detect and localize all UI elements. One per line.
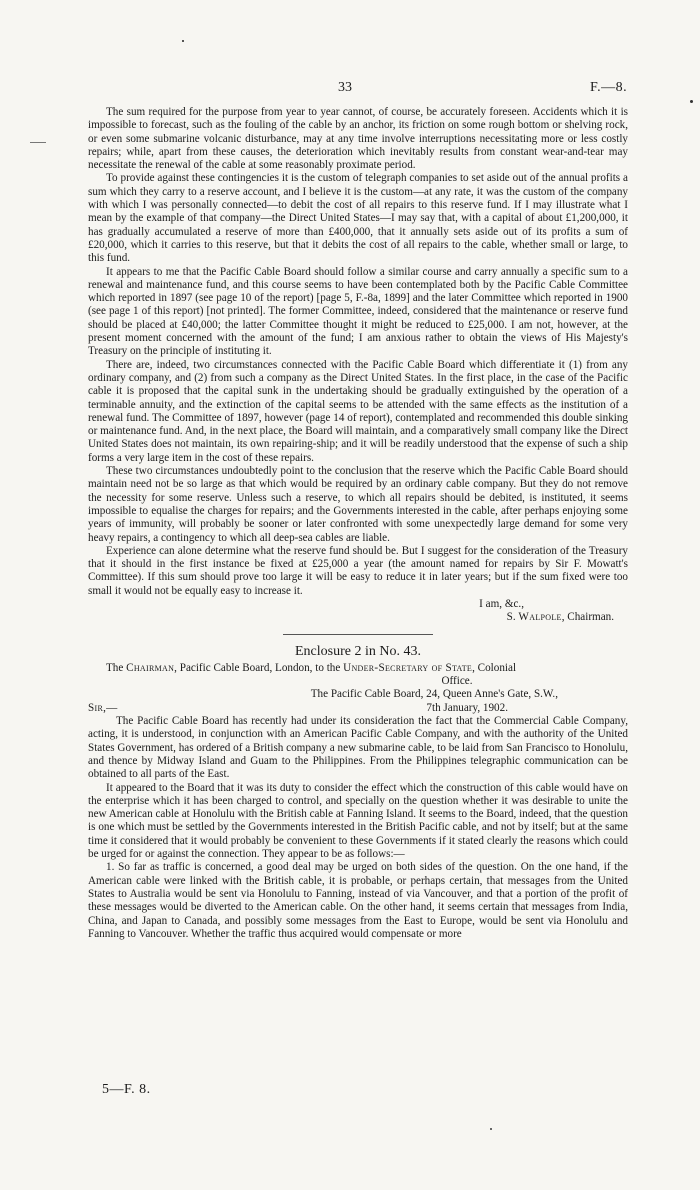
enclosure-paragraph: 1. So far as traffic is concerned, a good deal may be urged on both sides of the question. On the one hand, if the American cable were linked with the British cable, it is probable, or perhaps certain, that messages from the United States to Australia would be sent via Honolulu to Fanning, instead of via Vancouver, and that a portion of the profit of these messages would be diverted to the American cable. On the other hand, it seems certain that messages from India, China, and Japan to Canada, and possibly some messages from the East to Europe, would be sent via Honolulu and Fanning to Vancouver. Whether the traffic thus acquired would compensate or more (88, 861, 628, 940)
route-text: The (106, 661, 127, 674)
enclosure-route (88, 662, 628, 689)
signature-name: Walpole (518, 611, 562, 624)
enclosure-paragraph: The Pacific Cable Board has recently had under its consideration the fact that the Commercial Cable Company, acting, it is understood, in conjunction with an American Pacific Cable Company, and with the authority of the United States Government, has ordered of a British company a new submarine cable, to be laid from San Francisco to Honolulu, and thence by Midway Island and Guam to the Philippines. From the Philippines telegraphic communication can be obtained to all parts of the East. (88, 715, 628, 781)
salutation-line (88, 702, 628, 715)
ink-speck (690, 100, 693, 103)
enclosure-title: Enclosure 2 in No. 43. (295, 643, 421, 659)
margin-mark (30, 142, 46, 143)
signature-initial: S. (506, 611, 519, 624)
letter-date: 7th January, 1902. (426, 701, 508, 714)
ink-speck (490, 1128, 492, 1130)
ink-speck (182, 40, 184, 42)
enclosure-paragraph: It appeared to the Board that it was its duty to consider the effect which the construction of this cable would have on the enterprise which it has been charged to control, and specially on the question whether it was desirable to unite the new American cable at Honolulu with the British cable at Fanning Island. It seems to the Board, indeed, that the question is one which must be settled by the Governments interested in the British Pacific cable, and not by itself; but at the same time it considered that it would probably be convenient to these Governments if it stated clearly the reasons which could be urged for or against the connection. They appear to be as follows:— (88, 781, 628, 861)
salutation: Sir,— (88, 701, 118, 714)
document-reference: F.—8. (590, 80, 628, 95)
letter-paragraph: To provide against these contingencies it is the custom of telegraph companies to set aside out of the annual profits a sum which they carry to a reserve account, and I believe it is the custom—at any rate, it was the custom of the company with which I was personally connected—to debit the cost of all repairs to this reserve fund. If I may illustrate what I mean by the example of that company—the Direct United States—I may say that, with a capital of about £1,200,000, it has gradually accumulated a reserve of more than £400,000, that it annually sets aside out of its profits a sum of £20,000, which it carries to this reserve, but that it debits the cost of all repairs to the cable, whether small or large, to this fund. (88, 172, 628, 265)
letter-signature (88, 611, 628, 624)
letter-paragraph: These two circumstances undoubtedly point to the conclusion that the reserve which the Pacific Cable Board should maintain need not be so large as that which would be required by an ordinary cable company. But they do not remove the necessity for some reserve. Unless such a reserve, to which all repairs should be debited, is instituted, it seems impossible to equalise the charges for repairs; and the Governments interested in the cable, after perhaps enjoying some years of immunity, will probably be sooner or later confronted with some unexpectedly large demand for some very heavy repairs, a contingency to which all deep-sea cables are liable. (88, 465, 628, 544)
page-body (88, 106, 628, 941)
signature-mark: 5—F. 8. (102, 1082, 151, 1097)
route-text: , Colonial (472, 661, 517, 674)
page-number: 33 (338, 80, 352, 95)
letter-paragraph: Experience can alone determine what the reserve fund should be. But I suggest for the consideration of the Treasury that it should in the first instance be fixed at £25,000 a year (the amount named for repairs by Sir F. Mowatt's Committee). If this sum should prove too large it will be easy to reduce it in later years; but if the sum fixed were too small it would not be equally easy to increase it. (88, 544, 628, 597)
signature-title: , Chairman. (561, 611, 614, 624)
route-to: Under-Secretary of State (343, 661, 473, 674)
letter-paragraph: It appears to me that the Pacific Cable Board should follow a similar course and carry annually a specific sum to a renewal and maintenance fund, and this course seems to have been contemplated both by the Pacific Cable Committee which reported in 1897 (see page 10 of the report) [page 5, F.-8a, 1899] and the later Committee which reported in 1900 (see page 1 of this report) [not printed]. The former Committee, indeed, considered that the maintenance or reserve fund should be placed at £40,000; the latter Committee thought it might be reduced to £25,000. I am not, however, at the present moment concerned with the amount of the fund; I am anxious rather to obtain the views of His Majesty's Treasury on the principle of instituting it. (88, 265, 628, 358)
route-from: Chairman (126, 661, 175, 674)
letter-paragraph: There are, indeed, two circumstances connected with the Pacific Cable Board which differentiate it (1) from any ordinary company, and (2) from such a company as the Direct United States. In the first place, in the case of the Pacific cable it is proposed that the capital sunk in the undertaking should be gradually extinguished by the operation of a terminable annuity, and the extinction of the capital seems to be attended with the same effects as the institution of a renewal fund. The Committee of 1897, however (page 14 of report), contemplated and recommended this double sinking or maintenance fund. And, in the next place, the Board will maintain, and a comparatively small company like the Direct United States does not maintain, its own repairing-ship; and it will be readily understood that the expense of such a ship forms a very large item in the cost of these repairs. (88, 358, 628, 464)
section-divider (283, 634, 433, 635)
sender-address: The Pacific Cable Board, 24, Queen Anne's Gate, S.W., (310, 688, 558, 701)
letter-paragraph: The sum required for the purpose from year to year cannot, of course, be accurately foreseen. Accidents which it is impossible to forecast, such as the fouling of the cable by an anchor, its friction on some rough bottom or shelving rock, or even some submarine volcanic disturbance, may at any time involve interruptions necessitating more or less costly repairs; while, apart from these causes, the deterioration which inevitably results from constant wear-and-tear may necessitate the renewal of the cable at some reasonably proximate period. (88, 106, 628, 172)
route-office: Office. (441, 675, 473, 688)
letter-closing: I am, &c., (479, 597, 524, 610)
route-text: , Pacific Cable Board, London, to the (174, 661, 344, 674)
